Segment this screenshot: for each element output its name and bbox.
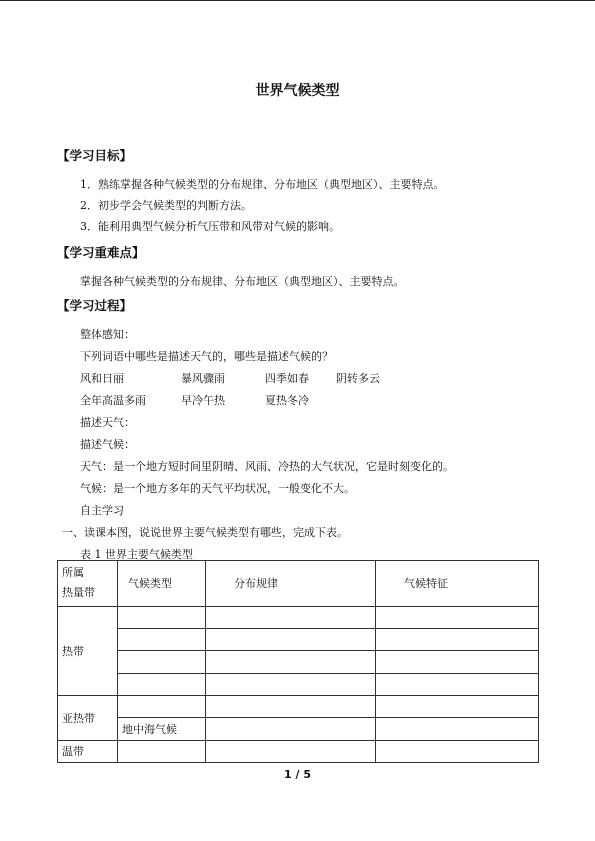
keypoints-text: 掌握各种气候类型的分布规律、分布地区（典型地区）、主要特点。 [80,275,405,288]
table-cell [118,673,206,695]
table-cell [206,629,376,651]
climate-definition: 气候：是一个地方多年的天气平均状况，一般变化不大。 [80,482,355,495]
header-zone-line2: 热量带 [62,586,95,600]
word-item: 阴转多云 [336,372,380,385]
table-cell [206,695,376,717]
table-row [58,629,539,651]
page-title: 世界气候类型 [255,83,340,99]
table-row [58,606,539,628]
table-row [58,718,539,740]
climate-table [57,560,539,763]
table-cell [118,695,206,717]
climate-prompt: 描述气候： [80,438,135,451]
process-heading: 【学习过程】 [57,298,133,313]
table-cell [206,651,376,673]
word-item: 夏热冬冷 [265,394,309,407]
page-number: 1 / 5 [284,768,311,781]
zone-tropical: 热带 [58,606,118,695]
table-cell [206,606,376,628]
question-text: 下列词语中哪些是描述天气的，哪些是描述气候的？ [80,350,333,363]
table-cell [376,740,539,762]
table-cell [376,718,539,740]
self-study-label: 自主学习 [80,504,124,517]
word-item: 风和日丽 [80,372,124,385]
zone-subtropical: 亚热带 [58,695,118,740]
table-cell [376,695,539,717]
zone-temperate: 温带 [58,740,118,762]
overall-label: 整体感知： [80,328,135,341]
top-rule [0,0,595,1]
word-item: 全年高温多雨 [80,394,146,407]
table-cell [206,718,376,740]
word-item: 早冷午热 [181,394,225,407]
table-header-row [58,561,539,607]
table-row [58,651,539,673]
header-distribution: 分布规律 [206,561,376,607]
table-cell [118,651,206,673]
objective-item: 2．初步学会气候类型的判断方法。 [80,199,252,212]
word-item: 暴风骤雨 [181,372,225,385]
table-caption: 表 1 世界主要气候类型 [80,548,193,561]
table-cell [206,740,376,762]
table-row [58,673,539,695]
header-zone-line1: 所属 [62,566,84,580]
table-cell [118,629,206,651]
objective-item: 3．能利用典型气候分析气压带和风带对气候的影响。 [80,220,340,233]
table-cell [376,629,539,651]
task-text: 一、读课本图，说说世界主要气候类型有哪些，完成下表。 [62,526,348,539]
header-zone [58,561,118,607]
header-type: 气候类型 [118,561,206,607]
table-cell [118,606,206,628]
table-cell [206,673,376,695]
objective-item: 1．熟练掌握各种气候类型的分布规律、分布地区（典型地区）、主要特点。 [80,178,445,191]
table-cell [376,606,539,628]
table-row [58,695,539,717]
objectives-heading: 【学习目标】 [57,148,133,163]
keypoints-heading: 【学习重难点】 [57,245,145,260]
table-cell [118,740,206,762]
weather-definition: 天气：是一个地方短时间里阴晴、风雨、冷热的大气状况，它是时刻变化的。 [80,460,454,473]
weather-prompt: 描述天气： [80,416,135,429]
word-item: 四季如春 [265,372,309,385]
table-cell [376,651,539,673]
table-row [58,740,539,762]
table-cell [376,673,539,695]
header-features: 气候特征 [376,561,539,607]
mediterranean-cell: 地中海气候 [118,718,206,740]
